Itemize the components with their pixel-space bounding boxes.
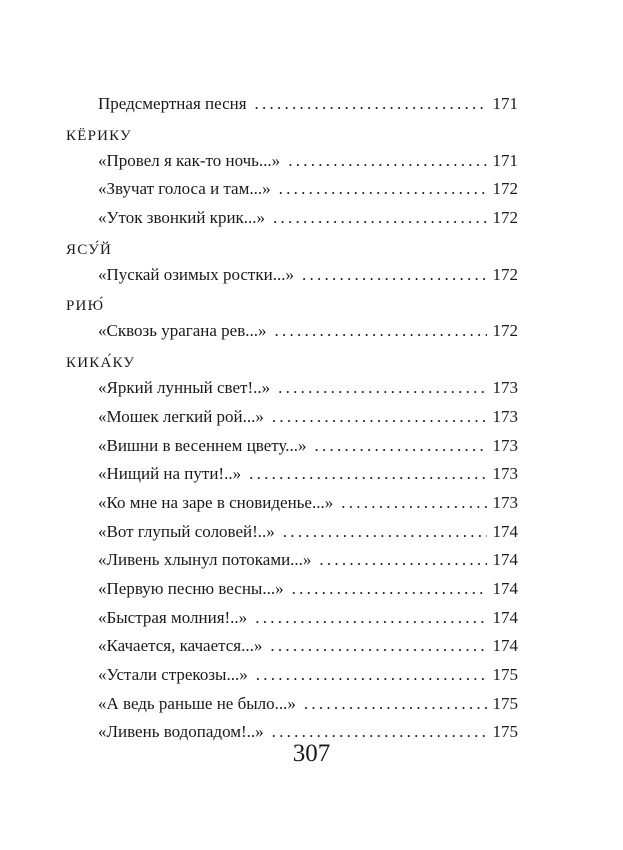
toc-entry-title: «Сквозь урагана рев...» [98,321,267,341]
toc-entry-title: «Уток звонкий крик...» [98,208,266,228]
toc-entry [66,604,518,633]
toc-entry-page: 174 [492,521,518,541]
toc-entry-page: 175 [492,693,518,713]
toc-entry-page: 173 [492,435,518,455]
toc-entry-title: «Быстрая молния!..» [98,607,248,627]
dot-leader [255,604,486,633]
toc-entry [66,175,518,204]
toc-section-heading: КЁРИКУ [66,127,132,144]
dot-leader [304,690,487,719]
dot-leader [341,489,486,518]
toc-entry-title: «А ведь раньше не было...» [98,693,296,713]
toc-section-heading: РИЮ́ [66,298,105,315]
toc-entry-page: 174 [492,578,518,598]
toc-entry [66,204,518,233]
toc-entry-title: «Ливень хлынул потоками...» [98,550,312,570]
dot-leader [249,460,486,489]
toc-entry-page: 173 [492,378,518,398]
dot-leader [278,374,486,403]
toc-entry [66,690,518,719]
toc-entry [66,432,518,461]
toc-entry [66,317,518,346]
toc-entry-page: 173 [492,406,518,426]
dot-leader [270,632,486,661]
toc-entry-page: 172 [492,208,518,228]
toc-entry-title: «Ко мне на заре в сновиденье...» [98,492,334,512]
toc-entry-title: «Первую песню весны...» [98,578,284,598]
toc-entry-title: «Нищий на пути!..» [98,464,242,484]
toc-entry [66,546,518,575]
dot-leader [279,175,487,204]
dot-leader [319,546,486,575]
toc-entry-title: «Вот глупый соловей!..» [98,521,275,541]
toc-entry-title: «Пускай озимых ростки...» [98,264,294,284]
toc-section-heading: ЯСУ́Й [66,241,113,258]
toc-entry-title: «Звучат голоса и там...» [98,179,271,199]
toc-entry [66,403,518,432]
toc-entry [66,90,518,119]
toc-entry-title: «Яркий лунный свет!..» [98,378,271,398]
toc-entry-page: 171 [492,94,518,113]
toc-section-heading: КИКА́КУ [66,355,136,372]
toc-entry-page: 174 [492,550,518,570]
toc-entry-title: «Качается, качается...» [98,636,263,656]
toc-entry-title: «Провел я как-то ночь...» [98,150,281,170]
dot-leader [302,261,487,290]
dot-leader [292,575,487,604]
toc-entry [66,575,518,604]
toc-entry [66,147,518,176]
toc-entry [66,261,518,290]
dot-leader [255,90,487,119]
page-number: 307 [292,740,331,767]
dot-leader [273,204,486,233]
toc-entry [66,518,518,547]
toc-entry-title: «Вишни в весеннем цвету...» [98,435,307,455]
toc-entry-page: 174 [492,607,518,627]
toc-entry-title: «Устали стрекозы...» [98,665,248,684]
dot-leader [256,661,487,690]
toc-entry-page: 173 [492,464,518,484]
toc-entry-title: «Ливень водопадом!..» [98,722,264,742]
table-of-contents [66,90,518,747]
toc-entry [66,374,518,403]
toc-entry-page: 175 [492,722,518,742]
toc-entry [66,460,518,489]
toc-entry-page: 171 [492,150,518,170]
toc-entry-title: «Мошек легкий рой...» [98,406,264,426]
dot-leader [275,317,487,346]
toc-entry-page: 172 [492,264,518,284]
dot-leader [283,518,487,547]
toc-entry [66,489,518,518]
toc-entry-title: Предсмертная песня [98,94,247,113]
toc-entry-page: 175 [492,665,518,684]
toc-entry-page: 172 [492,179,518,199]
toc-entry-page: 172 [492,321,518,341]
toc-entry [66,661,518,690]
toc-entry [66,632,518,661]
dot-leader [315,432,487,461]
dot-leader [288,147,486,176]
dot-leader [272,403,487,432]
toc-entry-page: 173 [492,492,518,512]
toc-entry-page: 174 [492,636,518,656]
